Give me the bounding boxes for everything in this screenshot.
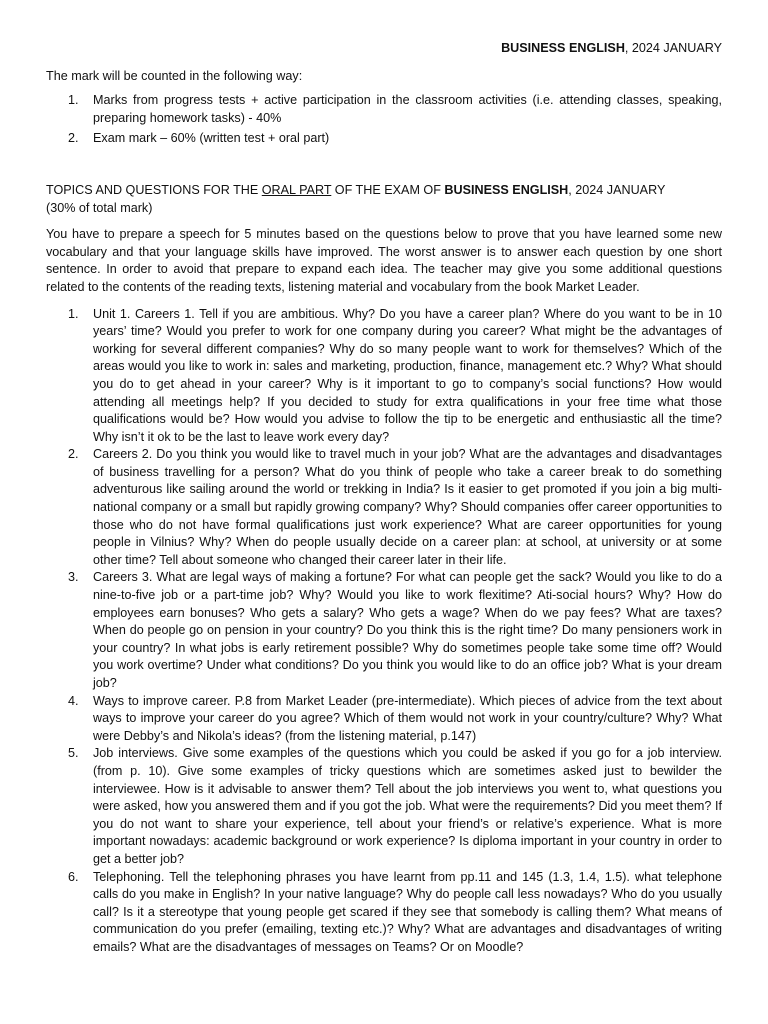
list-text: Ways to improve career. P.8 from Market Leader (pre-intermediate). Which pieces of advice from the text about ways to improve your career do you agree? Which of them would not work in your country/culture? Why? What were Debby’s and Nikola’s ideas? (from the listening material, p.147) xyxy=(93,693,722,743)
header-course: BUSINESS ENGLISH xyxy=(501,41,625,55)
topics-title-bold: BUSINESS ENGLISH xyxy=(444,182,569,197)
list-text: Marks from progress tests + active participation in the classroom activities (i.e. attending classes, speaking, preparing homework tasks) - 40% xyxy=(93,93,722,125)
topics-title-part1: TOPICS AND QUESTIONS FOR THE xyxy=(46,182,262,197)
list-text: Careers 2. Do you think you would like to travel much in your job? What are the advantages and disadvantages of business travelling for a person? What do you think of people who take a career break to do something adventurous like sailing around the world or trekking in India? Is it easier to get promoted if you join a big multi-national company or a small but rapidly growing company? Why? Should companies offer career opportunities to those who do not have formal qualifications just work experience? What are career opportunities for young people in Vilnius? Why? When do people usually decide on a career plan: at school, at university or at some other time? Tell about someone who changed their career later in their life. xyxy=(93,447,722,567)
list-text: Telephoning. Tell the telephoning phrases you have learnt from pp.11 and 145 (1.3, 1.4, 1.5). what telephone calls do you make in English? In your native language? Why do people call less nowadays? Who do you usually call? Is it a stereotype that young people get scared if they see that somebody is calling them? What means of communication do you prefer (emailing, texting etc.)? Why? What are advantages and disadvantages of writing emails? What are the disadvantages of messages on Teams? Or on Moodle? xyxy=(93,869,722,954)
list-item xyxy=(46,869,722,957)
list-text: Careers 3. What are legal ways of making a fortune? For what can people get the sack? Would you like to do a nine-to-five job or a part-time job? Why? Would you like to work flexitime? Ati-social hours? Why? How do employees earn bonuses? Who gets a salary? Who gets a wage? When do we pay fees? What are taxes? When do people go on pension in your country? Do you think this is the right time? Do many pensioners work in your country? In what jobs is early retirement possible? Why do sometimes people take some time off? Would you work overtime? Under what conditions? Do you think you would like to do an office job? What is your dream job? xyxy=(93,570,722,690)
topics-title xyxy=(46,182,722,200)
list-number: 5. xyxy=(68,746,79,761)
topics-title-underlined: ORAL PART xyxy=(261,182,332,197)
list-text: Exam mark – 60% (written test + oral part) xyxy=(93,131,330,146)
list-item xyxy=(46,306,722,447)
list-text: Job interviews. Give some examples of the questions which you could be asked if you go for a job interview. (from p. 10). Give some examples of tricky questions which are sometimes asked just to bewilder the interviewee. How is it advisable to answer them? Tell about the job interviews you went to, what questions you were asked, how you answered them and if you got the job. What were the requirements? Did you meet them? If you do not want to share your experience, tell about your friend’s or relative’s experience. What is more important nowadays: academic background or work experience? Is diploma important in your country in order to get a better job? xyxy=(93,746,722,866)
topics-title-part3: , 2024 JANUARY xyxy=(568,182,666,197)
list-number: 4. xyxy=(68,693,79,708)
list-item xyxy=(46,92,722,127)
document-page xyxy=(46,40,722,957)
list-number: 1. xyxy=(68,306,79,321)
list-item xyxy=(46,745,722,868)
list-text: Unit 1. Careers 1. Tell if you are ambitious. Why? Do you have a career plan? Where do you want to be in 10 years’ time? Would you prefer to work for one company during you career? What might be the advantages of working for several different companies? Why do so many people want to work for themselves? Which of the areas would you like to work in: sales and marketing, production, finance, management etc.? Why? What should you do to get ahead in your career? Why is it important to go to company’s social functions? How would attending all meetings help? If you decided to study for extra qualifications in your free time what those qualifications would be? How would you advise to follow the tip to be energetic and enthusiastic all the time? Why isn’t it ok to be the last to leave work every day? xyxy=(93,306,722,444)
header-date: , 2024 JANUARY xyxy=(624,41,722,55)
topics-subtitle: (30% of total mark) xyxy=(46,200,153,215)
list-item xyxy=(46,130,722,148)
list-number: 6. xyxy=(68,869,79,884)
marks-intro: The mark will be counted in the following way: xyxy=(46,68,303,83)
list-item xyxy=(46,693,722,746)
list-item xyxy=(46,446,722,569)
questions-list xyxy=(46,306,722,957)
list-number: 1. xyxy=(68,93,79,108)
topics-title-part2: OF THE EXAM OF xyxy=(331,182,445,197)
list-number: 3. xyxy=(68,570,79,585)
topics-intro: You have to prepare a speech for 5 minutes based on the questions below to prove that you have learned some new vocabulary and that your language skills have improved. The worst answer is to answer each question by one short sentence. In order to avoid that prepare to expand each idea. The teacher may give you some additional questions related to the contents of the reading texts, listening material and vocabulary from the book Market Leader. xyxy=(46,227,722,294)
marks-list xyxy=(46,92,722,148)
list-number: 2. xyxy=(68,131,79,146)
document-header xyxy=(46,40,722,58)
list-number: 2. xyxy=(68,447,79,462)
list-item xyxy=(46,569,722,692)
